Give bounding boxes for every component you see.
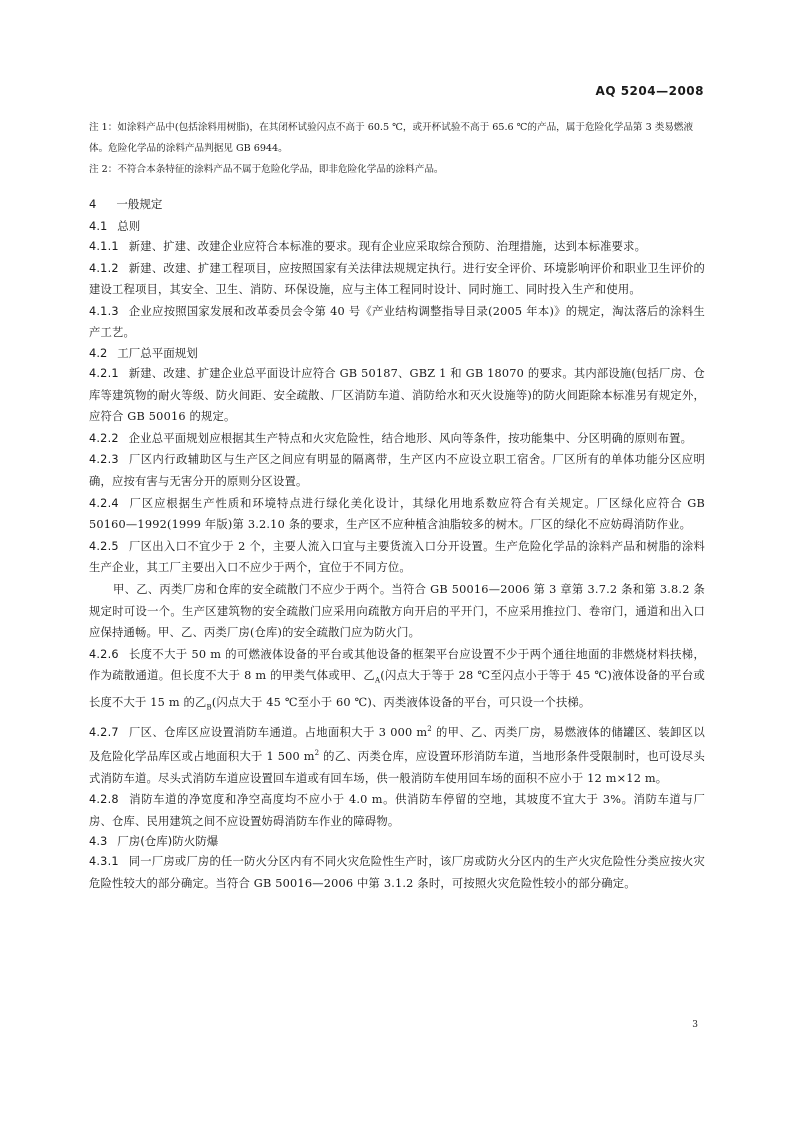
clause-number: 4.2.2 [89,431,119,445]
clause-4-2-2 [89,428,705,450]
subscript: B [206,703,212,712]
clause-number: 4.3.1 [89,855,119,869]
subsection-number: 4.2 [89,345,108,360]
clause-number: 4.1.2 [89,261,119,275]
clause-text: 同一厂房或厂房的任一防火分区内有不同火灾危险性生产时，该厂房或防火分区内的生产火灾危险性分类应按火灾危险性较大的部分确定。当符合 GB 50016—2006 中第 3.1.2 条时，可按照火灾危险性较小的部分确定。 [89,855,705,891]
clause-4-1-3 [89,301,705,344]
clause-number: 4.2.5 [89,539,119,553]
clause-4-3-1 [89,851,705,894]
clause-4-2-3 [89,449,705,492]
clause-4-2-4 [89,493,705,536]
clause-text-part: (闪点大于 45 ℃至小于 60 ℃)、丙类液体设备的平台，可只设一个扶梯。 [211,696,591,710]
clause-text: 新建、扩建、改建企业应符合本标准的要求。现有企业应采取综合预防、治理措施，达到本标准要求。 [128,240,647,253]
clause-4-1-2 [89,258,705,301]
clause-4-2-6 [89,644,705,719]
clause-text-part: 厂区、仓库区应设置消防车通道。占地面积大于 3 000 m [128,725,428,739]
clause-4-2-7 [89,719,705,789]
clause-number: 4.1.3 [89,304,119,318]
clause-text: 企业应按照国家发展和改革委员会令第 40 号《产业结构调整指导目录(2005 年本)》的规定，淘汰落后的涂料生产工艺。 [89,304,705,340]
clause-text-part: 的乙、丙类仓库，应设置环形消防车道，当地形条件受限制时，也可设尽头式消防车道。尽头式消防车道应设置回车道或有回车场，供一般消防车使用回车场的面积不应小于 12 m×12 m。 [89,750,705,785]
subsection-heading-4-2 [89,344,705,363]
superscript: 2 [427,724,432,733]
clause-text: 厂区应根据生产性质和环境特点进行绿化美化设计，其绿化用地系数应符合有关规定。厂区绿化应符合 GB 50160—1992(1999 年版)第 3.2.10 条的要求，生产区不应种植含油脂较多的树木。厂区的绿化不应妨碍消防作业。 [89,496,705,532]
clause-4-2-5-continued: 甲、乙、丙类厂房和仓库的安全疏散门不应少于两个。当符合 GB 50016—2006 第 3 章第 3.7.2 条和第 3.8.2 条规定时可设一个。生产区建筑物的安全疏散门应采用向疏散方向开启的平开门，不应采用推拉门、卷帘门，通道和出入口应保持通畅。甲、乙、丙类厂房(仓库)的安全疏散门应为防火门。 [89,582,705,640]
subsection-title: 厂房(仓库)防火防爆 [117,834,219,849]
section-heading-4 [89,195,705,213]
subsection-title: 总则 [117,219,141,233]
subscript: A [374,676,381,685]
standard-code: AQ 5204—2008 [595,84,704,98]
page-number: 3 [692,1020,698,1030]
clause-text: 新建、改建、扩建企业总平面设计应符合 GB 50187、GBZ 1 和 GB 18070 的要求。其内部设施(包括厂房、仓库等建筑物的耐火等级、防火间距、安全疏散、厂区消防车道、消防给水和灭火设施等)的防火间距除本标准另有规定外，应符合 GB 50016 的规定。 [89,366,705,424]
subsection-title: 工厂总平面规划 [117,345,198,360]
clause-4-2-8 [89,789,705,832]
clause-text-part: 的甲、乙、丙类厂房，易燃液体的储罐区、装卸区以及危险化学品库区或占地面积大于 1 500 m [89,725,705,764]
clause-text: 企业总平面规划应根据其生产特点和火灾危险性，结合地形、风向等条件，按功能集中、分区明确的原则布置。 [128,431,693,445]
clause-number: 4.2.8 [89,793,119,807]
subsection-number: 4.1 [89,219,108,233]
clause-text-part: 长度不大于 50 m 的可燃液体设备的平台或其他设备的框架平台应设置不少于两个通往地面的非燃烧材料扶梯，作为疏散通道。但长度不大于 8 m 的甲类气体或甲、乙 [89,647,705,683]
note-1: 注 1：如涂料产品中(包括涂料用树脂)，在其闭杯试验闪点不高于 60.5 ℃，或开杯试验不高于 65.6 ℃的产品，属于危险化学品第 3 类易燃液体。危险化学品的涂料产品判据见 GB 6944。 [89,122,694,154]
clause-text: 厂区出入口不宜少于 2 个，主要人流入口宜与主要货流入口分开设置。生产危险化学品的涂料产品和树脂的涂料生产企业，其工厂主要出入口不应少于两个，宜位于不同方位。 [89,539,705,575]
clause-text: 厂区内行政辅助区与生产区之间应有明显的隔离带，生产区内不应设立职工宿舍。厂区所有的单体功能分区应明确，应按有害与无害分开的原则分区设置。 [89,453,705,488]
superscript: 2 [314,749,320,758]
subsection-heading-4-1 [89,217,705,236]
clause-text-part: (闪点大于等于 28 ℃至闪点小于等于 45 ℃)液体设备的平台或长度不大于 15 m 的乙 [89,669,705,710]
clause-number: 4.2.3 [89,453,119,467]
clause-4-2-1 [89,363,705,428]
clause-number: 4.2.4 [89,496,119,510]
clause-4-2-5 [89,536,705,579]
subsection-number: 4.3 [89,834,108,849]
clause-number: 4.2.7 [89,725,119,739]
subsection-heading-4-3 [89,832,705,851]
clause-number: 4.2.1 [89,366,119,380]
clause-number: 4.1.1 [89,240,119,253]
clause-4-1-1 [89,236,705,258]
note-2: 注 2：不符合本条特征的涂料产品不属于危险化学品，即非危险化学品的涂料产品。 [89,164,444,175]
clause-text: 消防车道的净宽度和净空高度均不应小于 4.0 m。供消防车停留的空地，其坡度不宜大于 3%。消防车道与厂房、仓库、民用建筑之间不应设置妨碍消防车作业的障碍物。 [89,793,705,828]
clause-number: 4.2.6 [89,647,119,661]
section-title: 一般规定 [116,197,163,211]
section-number: 4 [89,197,97,211]
clause-text: 新建、改建、扩建工程项目，应按照国家有关法律法规规定执行。进行安全评价、环境影响评价和职业卫生评价的建设工程项目，其安全、卫生、消防、环保设施，应与主体工程同时设计、同时施工、同时投入生产和使用。 [89,261,705,297]
document-body [89,117,705,895]
